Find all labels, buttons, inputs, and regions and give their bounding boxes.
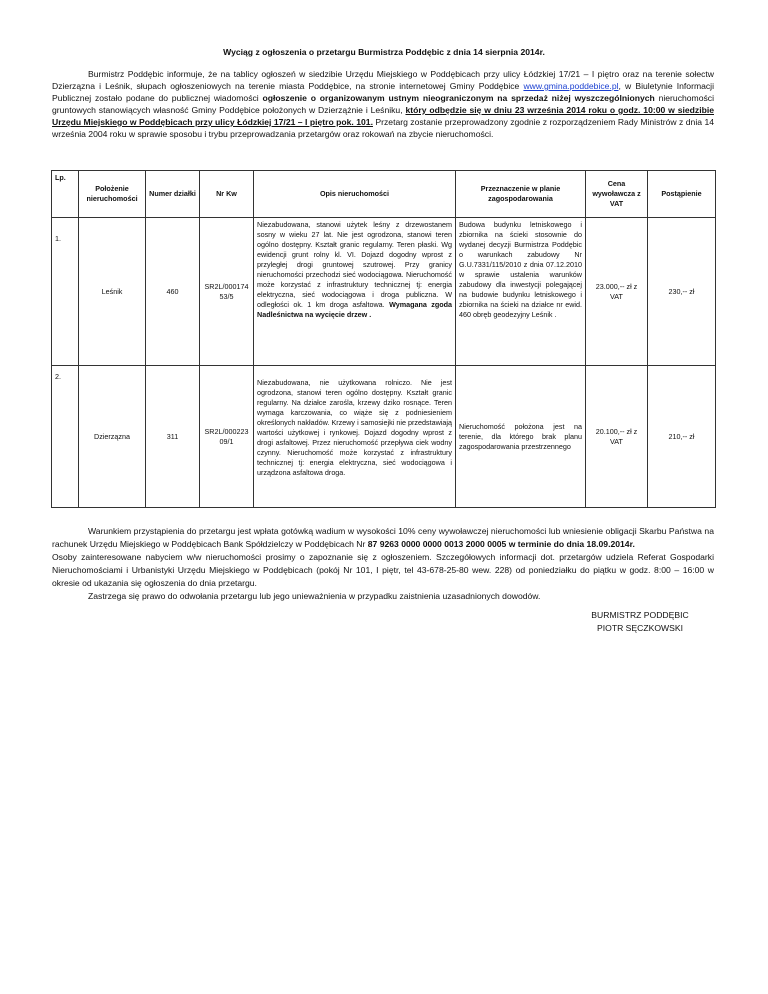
row-plot: 460 [146, 218, 200, 366]
row-description: Niezabudowana, nie użytkowana rolniczo. Nie jest ogrodzona, stanowi teren ogólno dostępny. Kształt granic regularny. Na działce zarośla, krzewy dziko rosnące. Teren wymaga karczowania, co wiąże się z podniesieniem określonych nakładów. Krzewy i samosiejki nie przedstawiają wartości użytkowej i rynkowej. Dojazd dogodny wprost z drogi asfaltowej. Przez nieruchomość przepływa ciek wodny czynny. Nieruchomość może korzystać z infrastruktury technicznej tj: energia elektryczna, sieć wodociągowa i urządzona asfaltowa droga. [254, 366, 456, 508]
intro-bold-2: który odbędzie się w dniu 23 września 2014 roku o godz. 10:00 w siedzibie Urzędu Miejskiego w Poddębicach przy ulicy Łódzkiej 17/21 – I piętro pok. 101. [52, 105, 714, 127]
deposit-text: Warunkiem przystąpienia do przetargu jest wpłata gotówką wadium w wysokości 10% ceny wywoławczej nieruchomości lub wniesienie obligacji Skarbu Państwa na rachunek Urzędu Miejskiego w Poddębicach Bank Spółdzielczy w Poddębicach Nr [52, 526, 714, 549]
header-kw: Nr Kw [200, 171, 254, 218]
row-location: Dzierzązna [79, 366, 146, 508]
signature-name: PIOTR SĘCZKOWSKI [597, 623, 683, 633]
intro-text-3: nieruchomości gruntowych stanowiących własność Gminy Poddębice położonych w Dzierzążnie i Leśniku, [52, 93, 714, 115]
row-price: 23.000,-- zł z VAT [586, 218, 648, 366]
document-title: Wyciąg z ogłoszenia o przetargu Burmistrza Poddębic z dnia 14 sierpnia 2014r. [223, 47, 545, 57]
reservation-paragraph [52, 590, 714, 603]
signature-block [560, 609, 720, 635]
deposit-account: 87 9263 0000 0000 0013 2000 0005 w terminie do dnia 18.09.2014r. [367, 539, 635, 549]
property-table [51, 170, 716, 508]
row-kw: SR2L/00017453/5 [200, 218, 254, 366]
description-note: Wymagana zgoda Nadleśnictwa na wycięcie drzew . [257, 300, 453, 319]
row-description [254, 218, 456, 366]
description-text: Niezabudowana, stanowi użytek leśny z drzewostanem sosny w wieku 27 lat. Nie jest ogrodzona, stanowi teren ogólno dostępny. Kształt granic regularny. Teren płaski. Wg ewidencji grunt rolny kl. VI. Dojazd dogodny wprost z przyległej drogi gruntowej szutrowej. Przy granicy nieruchomości przechodzi sieć wodociągowa. Nieruchomość może korzystać z infrastruktury technicznej tj: energia elektryczna, sieć wodociągowa i droga publiczna. W odległości ok. 1 km droga asfaltowa. [257, 220, 452, 309]
row-lp: 1. [52, 218, 79, 366]
row-increment: 230,-- zł [648, 218, 716, 366]
intro-text-4: Przetarg zostanie przeprowadzony zgodnie z rozporządzeniem Rady Ministrów z dnia 14 września 2004 roku w sprawie sposobu i trybu przeprowadzania przetargów oraz rokowań na zbycie nieruchomości. [52, 117, 715, 139]
reservation-text: Zastrzega się prawo do odwołania przetargu lub jego unieważnienia w przypadku zaistnienia uzasadnionych dowodów. [88, 591, 541, 601]
table-row [52, 218, 716, 366]
row-purpose: Nieruchomość położona jest na terenie, dla którego brak planu zagospodarowania przestrzennego [456, 366, 586, 508]
row-kw: SR2L/00022309/1 [200, 366, 254, 508]
intro-text-2: , w Biuletynie Informacji Publicznej zostało podane do publicznej wiadomości [52, 81, 714, 103]
header-location: Położenie nieruchomości [79, 171, 146, 218]
row-lp: 2. [52, 366, 79, 508]
row-increment: 210,-- zł [648, 366, 716, 508]
signature-title: BURMISTRZ PODDĘBIC [591, 610, 689, 620]
info-paragraph: Osoby zainteresowane nabyciem w/w nieruchomości prosimy o zapoznanie się z ogłoszeniem. Szczegółowych informacji dot. przetargów udziela Referat Gospodarki Nieruchomościami i Urbanistyki Urzędu Miejskiego w Poddębicach (pokój Nr 101, I piętr, tel 43-678-25-80 wew. 228) od poniedziałku do piątku w godz. 8:00 – 16:00 w okresie od ukazania się ogłoszenia do dnia przetargu. [52, 552, 714, 588]
row-location: Leśnik [79, 218, 146, 366]
row-price: 20.100,-- zł z VAT [586, 366, 648, 508]
table-header-row [52, 171, 716, 218]
intro-paragraph [52, 68, 714, 140]
intro-bold-1: ogłoszenie o organizowanym ustnym nieograniczonym na sprzedaż niżej wyszczególnionych [262, 93, 655, 103]
row-plot: 311 [146, 366, 200, 508]
gmina-website-link[interactable]: www.gmina.poddebice.pl [523, 81, 619, 91]
header-plot: Numer działki [146, 171, 200, 218]
intro-text-1: Burmistrz Poddębic informuje, że na tablicy ogłoszeń w siedzibie Urzędu Miejskiego w Poddębicach przy ulicy Łódzkiej 17/21 – I piętro oraz na terenie sołectw Dzierzązna i Leśnik, słupach ogłoszeniowych na terenie miasta Poddębice, na stronie internetowej Gminy Poddębice [52, 69, 714, 91]
table-row [52, 366, 716, 508]
conditions-section [52, 525, 714, 603]
row-purpose: Budowa budynku letniskowego i zbiornika na ścieki stosownie do wydanej decyzji Burmistrza Poddębic o warunkach zabudowy Nr G.U.7331/115/2010 z dnia 07.12.2010 w sprawie ustalenia warunków zabudowy dla inwestycji polegającej na budowie budynku letniskowego i zbiornika na ścieki na działce nr ewid. 460 obręb geodezyjny Leśnik . [456, 218, 586, 366]
deposit-paragraph [52, 525, 714, 551]
header-price: Cena wywoławcza z VAT [586, 171, 648, 218]
header-purpose: Przeznaczenie w planie zagospodarowania [456, 171, 586, 218]
header-increment: Postąpienie [648, 171, 716, 218]
header-lp: Lp. [52, 171, 79, 218]
header-description: Opis nieruchomości [254, 171, 456, 218]
